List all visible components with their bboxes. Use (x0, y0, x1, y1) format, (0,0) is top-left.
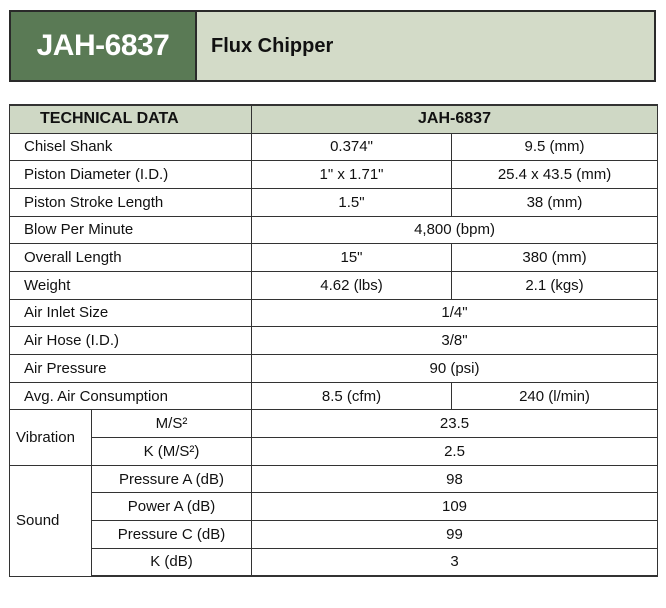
value-imperial: 8.5 (cfm) (252, 382, 452, 410)
group-label-vibration: Vibration (10, 410, 92, 465)
table-row (10, 133, 658, 161)
table-row (10, 521, 658, 549)
row-label: Blow Per Minute (10, 216, 252, 244)
row-label: Weight (10, 271, 252, 299)
table-header-row (10, 105, 658, 133)
value-combined: 1/4" (252, 299, 658, 327)
value-combined: 4,800 (bpm) (252, 216, 658, 244)
technical-data-table (9, 104, 658, 577)
sub-label: M/S² (92, 410, 252, 438)
row-label: Air Inlet Size (10, 299, 252, 327)
row-label: Piston Diameter (I.D.) (10, 161, 252, 189)
value-combined: 109 (252, 493, 658, 521)
sub-label: K (dB) (92, 548, 252, 576)
value-combined: 2.5 (252, 438, 658, 466)
value-combined: 90 (psi) (252, 355, 658, 383)
row-label: Chisel Shank (10, 133, 252, 161)
row-label: Air Hose (I.D.) (10, 327, 252, 355)
table-row (10, 244, 658, 272)
value-imperial: 15" (252, 244, 452, 272)
table-row (10, 548, 658, 576)
value-imperial: 4.62 (lbs) (252, 271, 452, 299)
column-header-model: JAH-6837 (252, 105, 658, 133)
sub-label: K (M/S²) (92, 438, 252, 466)
value-imperial: 1" x 1.71" (252, 161, 452, 189)
value-metric: 25.4 x 43.5 (mm) (452, 161, 658, 189)
sub-label: Pressure A (dB) (92, 465, 252, 493)
table-row (10, 327, 658, 355)
table-row (10, 216, 658, 244)
table-row (10, 188, 658, 216)
row-label: Overall Length (10, 244, 252, 272)
value-metric: 38 (mm) (452, 188, 658, 216)
value-metric: 9.5 (mm) (452, 133, 658, 161)
product-header (9, 10, 656, 82)
value-combined: 3/8" (252, 327, 658, 355)
product-title: Flux Chipper (197, 12, 654, 80)
row-label: Piston Stroke Length (10, 188, 252, 216)
table-row (10, 271, 658, 299)
model-number: JAH-6837 (11, 12, 197, 80)
table-row (10, 355, 658, 383)
row-label: Avg. Air Consumption (10, 382, 252, 410)
value-metric: 380 (mm) (452, 244, 658, 272)
table-row (10, 493, 658, 521)
table-row (10, 410, 658, 438)
value-metric: 2.1 (kgs) (452, 271, 658, 299)
table-row (10, 465, 658, 493)
value-combined: 3 (252, 548, 658, 576)
table-row (10, 299, 658, 327)
table-row (10, 438, 658, 466)
value-combined: 23.5 (252, 410, 658, 438)
sub-label: Pressure C (dB) (92, 521, 252, 549)
value-combined: 98 (252, 465, 658, 493)
sub-label: Power A (dB) (92, 493, 252, 521)
group-label-sound: Sound (10, 465, 92, 576)
table-row (10, 161, 658, 189)
value-metric: 240 (l/min) (452, 382, 658, 410)
value-combined: 99 (252, 521, 658, 549)
column-header-technical-data: TECHNICAL DATA (10, 105, 252, 133)
value-imperial: 1.5" (252, 188, 452, 216)
value-imperial: 0.374" (252, 133, 452, 161)
table-row (10, 382, 658, 410)
row-label: Air Pressure (10, 355, 252, 383)
